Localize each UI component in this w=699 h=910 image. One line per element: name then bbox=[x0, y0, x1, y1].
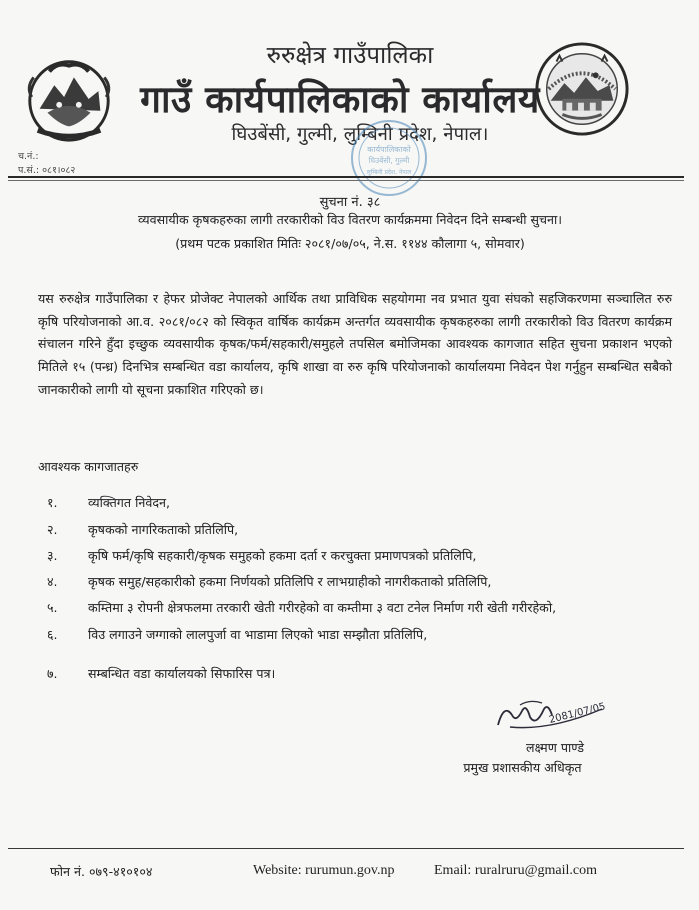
footer-email[interactable]: Email: ruralruru@gmail.com bbox=[434, 863, 597, 878]
reference-cha-no: च.नं.: bbox=[18, 151, 39, 162]
list-item-text: कम्तिमा ३ रोपनी क्षेत्रफलमा तरकारी खेती गरीरहेको वा कम्तीमा ३ वटा टनेल निर्माण गरी खेती गरीरहेको, bbox=[88, 600, 557, 615]
list-item-text: व्यक्तिगत निवेदन, bbox=[88, 495, 171, 510]
list-item bbox=[0, 599, 699, 623]
list-item-number: ३. bbox=[47, 548, 58, 563]
stamp-line-1: कार्यपालिकाको bbox=[367, 145, 411, 154]
notice-body: यस रुरुक्षेत्र गाउँपालिका र हेफर प्रोजेक्ट नेपालको आर्थिक तथा प्राविधिक सहयोगमा नव प्रभात युवा संघको सहजिकरणमा सञ्चालित रुरु कृषि परियोजनाको आ.व. २०८१/०८२ को स्विकृत वार्षिक कार्यक्रम अन्तर्गत व्यवसायीक कृषकहरुका लागी तरकारीको विउ वितरण कार्यक्रम संचालन गरिने हुँदा इच्छुक व्यवसायीक कृषक/फर्म/सहकारी/समुहले तपसिल बमोजिमका आवश्यक कागजात सहित सुचना प्रकाशन भएको मितिले १५ (पन्ध्र) दिनभित्र सम्बन्धित वडा कार्यालय, कृषि शाखा वा रुरु कृषि परियोजनाको कार्यालयमा निवेदन पेश गर्नुहुन सम्बन्धित सबैको जानकारीको लागी यो सूचना प्रकाशित गरिएको छ। bbox=[38, 291, 672, 397]
signatory-name: लक्ष्मण पाण्डे bbox=[526, 740, 584, 755]
list-item bbox=[0, 494, 699, 518]
publication-info: (प्रथम पटक प्रकाशित मितिः २०८१/०७/०५, ने.स. ११४४ कौलागा ५, सोमवार) bbox=[175, 236, 525, 251]
nepal-emblem-icon bbox=[20, 48, 118, 146]
list-item-text: कृषकको नागरिकताको प्रतिलिपि, bbox=[88, 522, 239, 537]
list-item-number: ४. bbox=[47, 574, 58, 589]
stamp-line-3: लुम्बिनी प्रदेश, नेपाल bbox=[366, 169, 412, 176]
list-item-text: सम्बन्धित वडा कार्यालयको सिफारिस पत्र। bbox=[88, 666, 276, 681]
stamp-line-2: घिउबेंसी, गुल्मी bbox=[368, 156, 410, 165]
list-item bbox=[0, 665, 699, 689]
list-item-number: ५. bbox=[47, 600, 58, 615]
office-stamp-icon bbox=[349, 118, 429, 198]
list-item-number: ७. bbox=[47, 666, 58, 681]
footer-divider bbox=[8, 848, 684, 849]
notice-subject: व्यवसायीक कृषकहरुका लागी तरकारीको विउ वितरण कार्यक्रममा निवेदन दिने सम्बन्धी सुचना। bbox=[138, 212, 562, 227]
list-item bbox=[0, 573, 699, 597]
header-divider-thin bbox=[8, 180, 684, 181]
footer-phone: फोन नं. ०७९-४१०१०४ bbox=[50, 864, 153, 879]
list-item-text: कृषि फर्म/कृषि सहकारी/कृषक समुहको हकमा दर्ता र करचुक्ता प्रमाणपत्रको प्रतिलिपि, bbox=[88, 548, 477, 563]
signature-icon bbox=[490, 697, 610, 735]
requirements-heading: आवश्यक कागजातहरु bbox=[38, 459, 139, 474]
list-item bbox=[0, 626, 699, 650]
list-item-number: १. bbox=[47, 495, 58, 510]
list-item bbox=[0, 521, 699, 545]
footer-website[interactable]: Website: rurumun.gov.np bbox=[253, 863, 395, 878]
list-item-text: कृषक समुह/सहकारीको हकमा निर्णयको प्रतिलिपि र लाभग्राहीको नागरीकताको प्रतिलिपि, bbox=[88, 574, 492, 589]
list-item-number: २. bbox=[47, 522, 58, 537]
header-divider bbox=[8, 176, 684, 178]
list-item-number: ६. bbox=[47, 627, 58, 642]
list-item bbox=[0, 547, 699, 571]
signatory-title: प्रमुख प्रशासकीय अधिकृत bbox=[463, 760, 582, 775]
reference-pa-sa: प.सं.: ०८१।०८२ bbox=[18, 165, 76, 176]
list-item-text: विउ लगाउने जग्गाको लालपुर्जा वा भाडामा लिएको भाडा सम्झौता प्रतिलिपि, bbox=[88, 627, 428, 642]
office-address: घिउबेंसी, गुल्मी, लुम्बिनी प्रदेश, नेपाल। bbox=[231, 124, 489, 145]
office-name: गाउँ कार्यपालिकाको कार्यालय bbox=[140, 78, 540, 121]
municipality-name: रुरुक्षेत्र गाउँपालिका bbox=[266, 41, 434, 69]
notice-number: सुचना नं. ३८ bbox=[319, 195, 381, 210]
signature-date: 2081/07/05 bbox=[548, 701, 607, 726]
